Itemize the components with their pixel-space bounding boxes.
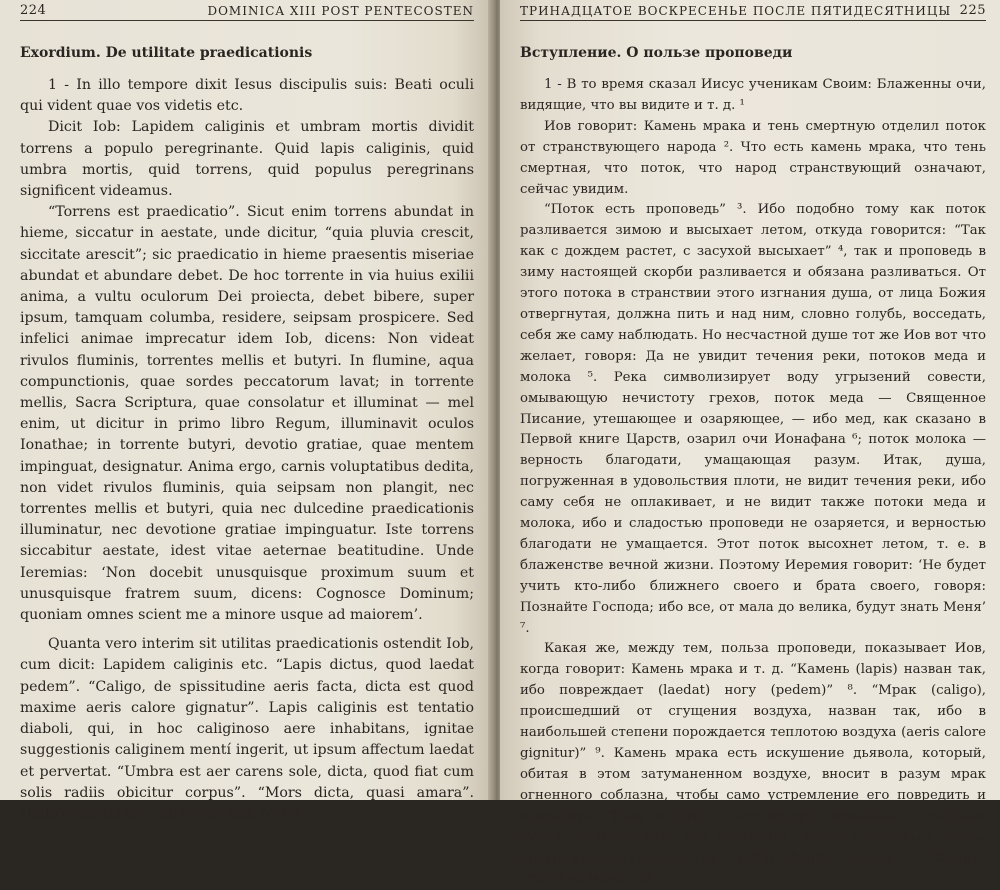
left-paragraph-2: Dicit Iob: Lapidem caliginis et umbram mortis dividit torrens a populo peregrinante. Quid lapis caliginis, quid umbra mortis, quid torrens, quid populus peregrinans significent videamus. <box>20 119 474 200</box>
right-paragraph-2: Иов говорит: Камень мрака и тень смертную отделил поток от странствующего народа ². Что есть камень мрака, что тень смертная, что поток, что народ странствующий означают, сейчас увидим. <box>520 118 986 197</box>
right-section-heading: Вступление. О пользе проповеди <box>520 45 793 61</box>
left-section-heading: Exordium. De utilitate praedicationis <box>20 45 313 61</box>
right-paragraph-3: “Поток есть проповедь” ³. Ибо подобно тому как поток разливается зимою и высыхает летом, откуда говорится: “Так как с дождем растет, с засухой высыхает” ⁴, так и проповедь в зиму настоящей скорби разливается и обязана разливаться. От этого потока в странствии этого изгнания душа, от лица Божия отвергнутая, должна пить и над ним, словно голубь, восседать, себя же саму наблюдать. Но несчастной душе тот же Иов вот что желает, говоря: Да не увидит течения реки, потоков меда и молока ⁵. Река символизирует воду угрызений совести, омывающую нечистоту грехов, поток меда — Священное Писание, утешающее и озаряющее, — ибо мед, как сказано в Первой книге Царств, озарил очи Ионафана ⁶; поток молока — верность благодати, умащающая разум. Итак, душа, погруженная в удовольствия плоти, не видит течения реки, ибо саму себя не оплакивает, и не видит также потоки меда и молока, ибо и сладостью проповеди не озаряется, и верностью благодати не умащается. Этот поток высохнет летом, т. е. в блаженстве вечной жизни. Поэтому Иеремия говорит: ‘Не будет учить кто-либо ближнего своего и брата своего, говоря: Познайте Господа; ибо все, от мала до велика, будут знать Меня’ ⁷. <box>520 202 986 636</box>
right-running-title: ТРИНАДЦАТОЕ ВОСКРЕСЕНЬЕ ПОСЛЕ ПЯТИДЕСЯТНИЦЫ <box>520 4 952 18</box>
right-running-head <box>520 0 986 21</box>
left-page <box>0 0 492 822</box>
left-paragraph-1: 1 - In illo tempore dixit Iesus discipulis suis: Beati oculi qui vident quae vos videtis etc. <box>20 77 474 115</box>
right-paragraph-1: 1 - В то время сказал Иисус ученикам Своим: Блаженны очи, видящие, что вы видите и т. д. ¹ <box>520 77 986 113</box>
left-paragraph-4: Quanta vero interim sit utilitas praedicationis ostendit Iob, cum dicit: Lapidem caliginis etc. “Lapis dictus, quod laedat pedem”. “Caligo, de spissitudine aeris facta, dicta est quod maxime aeris calore gignatur”. Lapis caliginis est tentatio diaboli, qui, in hoc caliginoso aere inhabitans, ignitae suggestionis caliginem mentí ingerit, ut ipsum affectum laedat et pervertat. “Umbra est aer carens sole, dicta, quod fiat cum solis radiis obicitur corpus”. “Mors dicta, quasi amara”. Umbra mortis est oblivio mentis. Miser <box>20 636 474 822</box>
left-running-head <box>20 0 474 21</box>
left-running-title: DOMINICA XIII POST PENTECOSTEN <box>207 4 474 18</box>
right-paragraph-4: Какая же, между тем, польза проповеди, показывает Иов, когда говорит: Камень мрака и т. д. “Камень (lapis) назван так, ибо повреждает (laedat) ногу (pedem)” ⁸. “Мрак (caligo), происшедший от сгущения воздуха, назван так, ибо в наибольшей степени порождается теплотою воздуха (aeris calore gignitur)” ⁹. Камень мрака есть искушение дьявола, который, обитая в этом затуманенном воздухе, вносит в разум мрак огненного соблазна, чтобы само устремление его повредить и извратить. “Тень (umbra) — это воздух, лишенный солнечных лучей, названа так, ибо возникает, когда солнечным лучам преграждает путь тело (solis radiis obicitur corpus)” ¹⁰. “Смерть (mors) названа так, <box>520 641 986 887</box>
right-page <box>500 0 1000 887</box>
left-paragraph-3: “Torrens est praedicatio”. Sicut enim torrens abundat in hieme, siccatur in aestate, unde dicitur, “quia pluvia crescit, siccitate arescit”; sic praedicatio in hieme praesentis miseriae abundat et abundare debet. De hoc torrente in via huius exilii anima, a vultu oculorum Dei proiecta, debet bibere, super ipsum, tamquam columba, residere, seipsam prospicere. Sed infelici animae imprecatur idem Iob, dicens: Non videat rivulos fluminis, torrentes mellis et butyri. In flumine, aqua compunctionis, quae sordes peccatorum lavat; in torrente mellis, Sacra Scriptura, quae consolatur et illuminat — mel enim, ut dicitur in primo libro Regum, illuminavit oculos Ionathae; in torrente butyri, devotio gratiae, quae mentem impinguat, designatur. Anima ergo, carnis voluptatibus dedita, non videt rivulos fluminis, quia seipsam non plangit, nec torrentes mellis et butyri, quia nec dulcedine praedicationis illuminatur, nec devotione gratiae impinguatur. Iste torrens siccabitur aestate, idest vitae aeternae beatitudine. Unde Ieremias: ‘Non docebit unusquisque proximum suum et unusquisque fratrem suum, dicens: Cognosce Dominum; quoniam omnes scient me a minore usque ad maiorem’. <box>20 204 474 624</box>
left-page-number: 224 <box>20 3 47 18</box>
right-page-number: 225 <box>959 3 986 18</box>
